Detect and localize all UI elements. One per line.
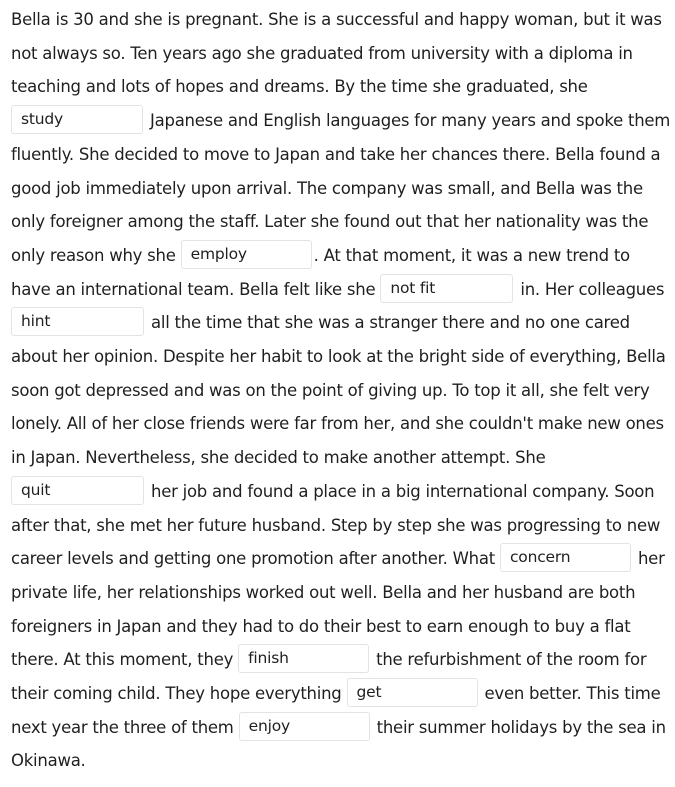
gap-input-4[interactable] <box>11 307 144 336</box>
text-run: all the time that she was a stranger there and no one cared about her opinion. Despite her habit to look at the bright side of everything, Bella soon got depressed and was on the point of giving up. To top it all, she felt very lonely. All of her close friends were far from her, and she couldn't make new ones in Japan. Nevertheless, she decided to make another attempt. She <box>11 313 666 468</box>
text-run: . At that moment, it was a new trend to have an international team. Bella felt like she <box>11 245 630 299</box>
gap-input-2[interactable] <box>181 240 312 269</box>
text-run: Bella is 30 and she is pregnant. She is a successful and happy woman, but it was not always so. Ten years ago she graduated from university with a diploma in teaching and lots of hopes and dreams. By the time she graduated, she <box>11 10 662 97</box>
gap-input-5[interactable] <box>11 476 144 505</box>
text-run: her job and found a place in a big international company. Soon after that, she met her future husband. Step by step she was progressing to new career levels and getting one promotion after another. What <box>11 481 661 569</box>
gap-input-7[interactable] <box>238 644 369 673</box>
gap-input-3[interactable] <box>380 274 513 303</box>
gap-input-1[interactable] <box>11 105 143 134</box>
text-run: in. Her colleagues <box>515 279 665 299</box>
exercise-text <box>11 0 671 778</box>
gap-input-6[interactable] <box>500 543 631 572</box>
text-run: Japanese and English languages for many years and spoke them fluently. She decided to move to Japan and take her chances there. Bella found a good job immediately upon arrival. The company was small, and Bella was the only foreigner among the staff. Later she found out that her nationality was the only reason why she <box>11 111 671 265</box>
text-run: the refurbishment of the room for their coming child. They hope everything <box>11 650 647 704</box>
text-run: her private life, her relationships worked out well. Bella and her husband are both foreigners in Japan and they had to do their best to earn enough to buy a flat there. At this moment, they <box>11 549 665 670</box>
text-run: their summer holidays by the sea in Okinawa. <box>11 717 666 771</box>
gap-input-9[interactable] <box>239 712 370 741</box>
gap-input-8[interactable] <box>347 678 478 707</box>
text-run: even better. This time next year the three of them <box>11 684 661 737</box>
